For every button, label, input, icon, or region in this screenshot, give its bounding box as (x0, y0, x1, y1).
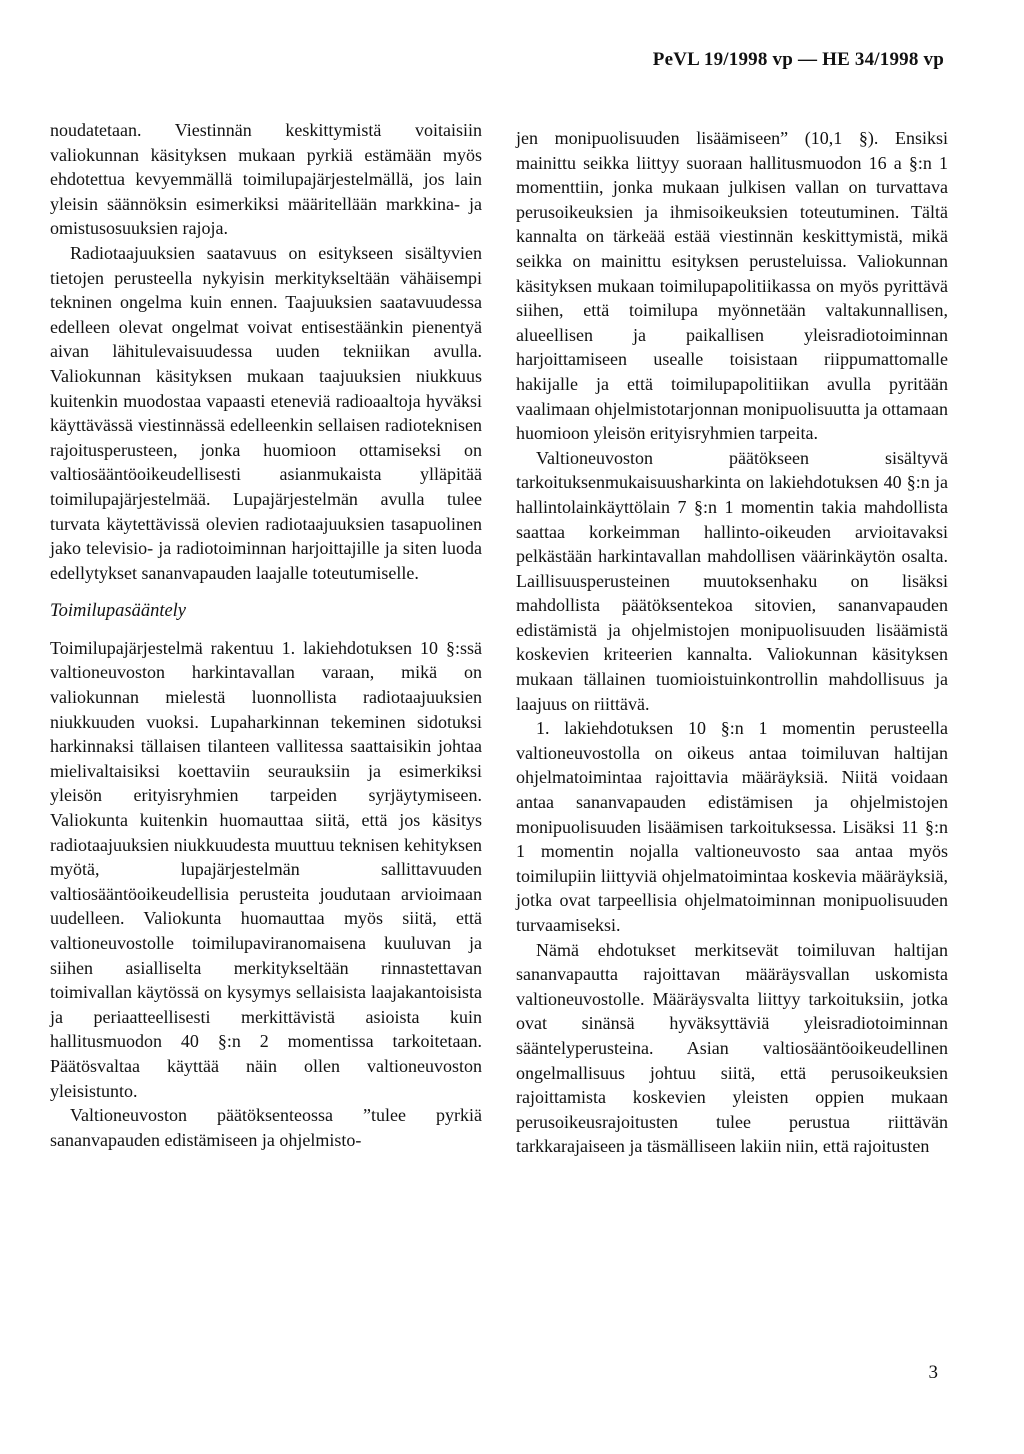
left-column (50, 118, 482, 1152)
right-paragraph-4: Nämä ehdotukset merkitsevät toimiluvan haltijan sananvapautta rajoittavan määräysvallan uskomista valtioneuvostolle. Määräysvalta liittyy tarkoituksiin, jotka ovat sinänsä hyväksyttäviä yleisradiotoiminnan sääntelyperusteina. Asian valtiosääntöoikeudellinen ongelmallisuus johtuu siitä, että perusoikeuksien rajoittamista koskevien yleisten oppien mukaan perusoikeusrajoitusten tulee perustua riittävän tarkkarajaiseen ja täsmälliseen lakiin niin, että rajoitusten (516, 939, 948, 1157)
left-paragraph-3: Toimilupajärjestelmä rakentuu 1. lakiehdotuksen 10 §:ssä valtioneuvoston harkintavallan varaan, mikä on valiokunnan mielestä luonnollista radiotaajuuksien niukkuuden vuoksi. Lupaharkinnan tekeminen sidotuksi harkinnaksi tällaisen tilanteen vallitessa saattaisikin johtaa mielivaltaisiksi koettaviin seurauksiin ja esimerkiksi yleisön erityisryhmien tarpeiden syrjäytymiseen. Valiokunta kuitenkin huomauttaa siitä, että jos käsitys radiotaajuuksien niukkuudesta muuttuu teknisen kehityksen myötä, lupajärjestelmän sallittavuuden valtiosääntöoikeudellisia perusteita joudutaan arvioimaan uudelleen. Valiokunta huomauttaa myös siitä, että valtioneuvostolle toimilupaviranomaisena kuuluvan ja siihen asialliselta merkitykseltään rinnastettavan toimivallan käytössä on kysymys sellaisista laajakantoisista ja periaatteellisesti merkittävistä asioista kuin hallitusmuodon 40 §:n 2 momentissa tarkoitetaan. Päätösvaltaa käyttää näin ollen valtioneuvoston yleisistunto. (50, 637, 482, 1101)
left-paragraph-2: Radiotaajuuksien saatavuus on esitykseen sisältyvien tietojen perusteella nykyisin merkitykseltään vähäisempi tekninen ongelma kuin ennen. Taajuuksien saatavuudessa edelleen olevat ongelmat voivat entisestäänkin pienentyä aivan lähitulevaisuudessa uuden tekniikan avulla. Valiokunnan käsityksen mukaan taajuuksien niukkuus kuitenkin muodostaa vapaasti eteneviä radioaaltoja hyväksi käyttävässä viestinnässä edelleenkin sellaisen radioteknisen rajoitusperusteen, jonka huomioon ottamiseksi on valtiosääntöoikeudellisesti asianmukaista ylläpitää toimilupajärjestelmää. Lupajärjestelmän avulla tulee turvata käytettävissä olevien radiotaajuuksien tasapuolinen jako televisio- ja radiotoiminnan harjoittajille ja siten luoda edellytykset sananvapauden laajalle toteutumiselle. (50, 242, 482, 583)
right-paragraph-1: jen monipuolisuuden lisäämiseen” (10,1 §). Ensiksi mainittu seikka liittyy suoraan hallitusmuodon 16 a §:n 1 momenttiin, jonka mukaan julkisen vallan on turvattava perusoikeuksien ja ihmisoikeuksien toteutuminen. Tältä kannalta on tärkeää estää viestinnän keskittymistä, mikä seikka on mainittu esityksen perusteluissa. Valiokunnan käsityksen mukaan toimilupapolitiikassa on myös pyrittävä siihen, että toimilupa myönnetään valtakunnallisen, alueellisen ja paikallisen yleisradiotoiminnan harjoittamiseen usealle toisistaan riippumattomalle hakijalle ja että toimilupapolitiikan avulla pyritään vaalimaan ohjelmistotarjonnan monipuolisuutta ja ottamaan huomioon yleisön erityisryhmien tarpeita. (516, 128, 948, 444)
left-paragraph-1: noudatetaan. Viestinnän keskittymistä voitaisiin valiokunnan käsityksen mukaan pyrkiä estämään myös ehdotettua kevyemmällä toimilupajärjestelmällä, jos lain yleisin säännöksin esimerkiksi määritellään markkina- ja omistusosuuksien rajoja. (50, 120, 482, 239)
page-number: 3 (928, 1362, 938, 1383)
running-header: PeVL 19/1998 vp — HE 34/1998 vp (652, 49, 944, 70)
right-paragraph-2: Valtioneuvoston päätökseen sisältyvä tarkoituksenmukaisuusharkinta on lakiehdotuksen 40 §:n ja hallintolainkäyttölain 7 §:n 1 momentin takia mahdollista saattaa korkeimman hallinto-oikeuden arvioitavaksi pelkästään harkintavallan mahdollisen väärinkäytön osalta. Laillisuusperusteinen muutoksenhaku on lisäksi mahdollista päätöksentekoa sitovien, sananvapauden edistämistä ja ohjelmistojen monipuolisuuden lisäämistä koskevien kriteerien kannalta. Valiokunnan käsityksen mukaan tällainen tuomioistuinkontrollin mahdollisuus ja laajuus on riittävä. (516, 447, 948, 714)
right-paragraph-3: 1. lakiehdotuksen 10 §:n 1 momentin perusteella valtioneuvostolla on oikeus antaa toimiluvan haltijan ohjelmatoimintaa rajoittavia määräyksiä. Niitä voidaan antaa sananvapauden edistämisen ja ohjelmistojen monipuolisuuden lisäämisen tarkoituksessa. Lisäksi 11 §:n 1 momentin nojalla valtioneuvosto saa antaa myös toimilupiin liittyviä ohjelmatoimintaa koskevia määräyksiä, jotka ovat tarpeellisia ohjelmatoiminnan monipuolisuuden turvaamiseksi. (516, 718, 948, 935)
section-heading: Toimilupasääntely (50, 601, 187, 622)
right-column (516, 126, 948, 1159)
left-paragraph-4: Valtioneuvoston päätöksenteossa ”tulee pyrkiä sananvapauden edistämiseen ja ohjelmisto- (50, 1105, 482, 1150)
